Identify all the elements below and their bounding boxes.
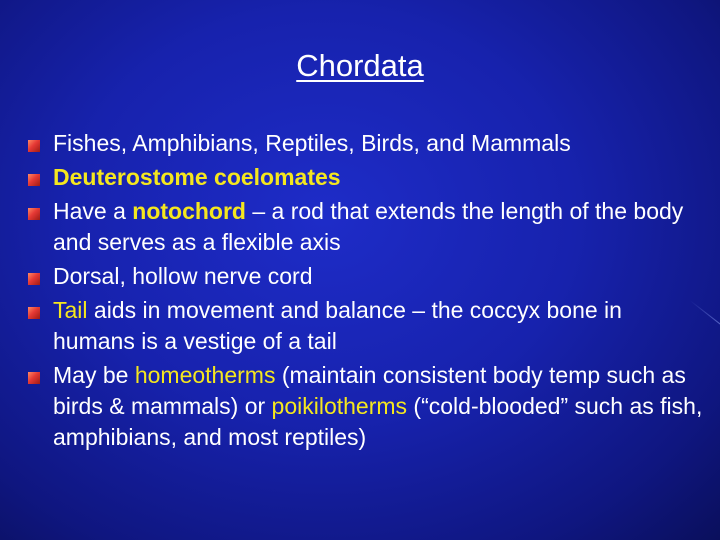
bullet-text: (“cold-blooded” such as fish, amphibians, and most reptiles) <box>53 393 703 450</box>
highlighted-term: Tail <box>53 297 88 323</box>
bullet-square-icon <box>28 174 40 186</box>
highlighted-term: notochord <box>132 198 246 224</box>
bullet-square-icon <box>28 273 40 285</box>
bullet-item <box>28 128 708 159</box>
bullet-square-icon <box>28 208 40 220</box>
bullet-item <box>28 261 708 292</box>
bullet-square-icon <box>28 307 40 319</box>
bullet-text: Have a <box>53 198 133 224</box>
bullet-square-icon <box>28 372 40 384</box>
bullet-item <box>28 360 708 453</box>
bullet-square-icon <box>28 140 40 152</box>
bullet-text: May be <box>53 362 135 388</box>
bullet-text: – a rod that extends the length of the body and serves as a flexible axis <box>53 198 684 255</box>
bullet-item <box>28 196 708 258</box>
bullet-item <box>28 162 708 193</box>
highlighted-term: Deuterostome coelomates <box>53 164 341 190</box>
bullet-list <box>28 128 708 456</box>
bullet-item <box>28 295 708 357</box>
bullet-text: Fishes, Amphibians, Reptiles, Birds, and Mammals <box>53 130 571 156</box>
highlighted-term: homeotherms <box>134 362 276 388</box>
bullet-text: Dorsal, hollow nerve cord <box>53 263 313 289</box>
bullet-text: (maintain consistent body temp such as birds & mammals) or <box>53 362 686 419</box>
slide-title: Chordata <box>296 48 424 83</box>
bullet-text: aids in movement and balance – the coccyx bone in humans is a vestige of a tail <box>53 297 622 354</box>
highlighted-term: poikilotherms <box>271 393 408 419</box>
